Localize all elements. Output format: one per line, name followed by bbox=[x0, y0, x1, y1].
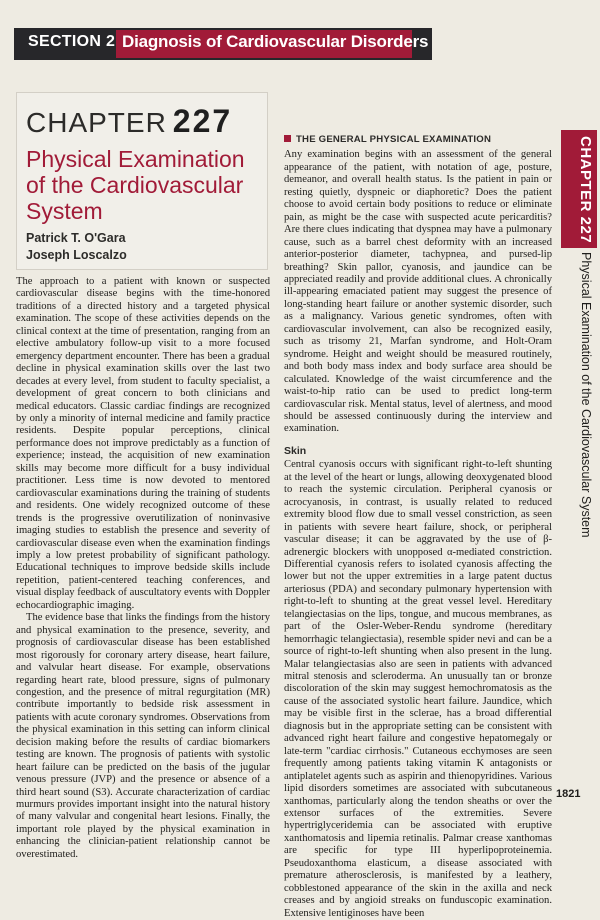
right-text-column bbox=[284, 134, 552, 920]
chapter-heading bbox=[26, 103, 232, 140]
chapter-title: Physical Examination of the Cardiovascular System bbox=[26, 146, 245, 224]
square-bullet-icon bbox=[284, 135, 291, 142]
running-title: Physical Examination of the Cardiovascular System bbox=[579, 252, 593, 538]
chapter-side-tab-label: CHAPTER 227 bbox=[577, 136, 594, 244]
section-title: Diagnosis of Cardiovascular Disorders bbox=[122, 32, 429, 51]
skin-heading: Skin bbox=[284, 444, 307, 457]
general-exam-heading bbox=[284, 134, 552, 146]
intro-paragraph: The approach to a patient with known or suspected cardiovascular disease begins with the time-honored traditions of a directed history and a targeted physical examination. The scope of these activities depends on the clinical context at the time of presentation, ranging from an elective ambulatory follow-up visit to a more focused emergency department encounter. There has been a gradual decline in physical examination skills over the last two decades at every level, from student to faculty specialist, a development of great concern to both clinicians and medical educators. Classic cardiac findings are recognized by only a minority of internal medicine and family practice residents. Despite popular perceptions, clinical performance does not improve predictably as a function of experience; instead, the acquisition of new examination skills may become more difficult for a busy individual practitioner. Less time is now devoted to mentored cardiovascular examinations during the training of students and residents. One widely recognized outcome of these trends is the progressive overutilization of noninvasive imaging studies to establish the presence and severity of cardiovascular disease even when the examination findings imply a low pretest probability of significant pathology. Educational techniques to improve bedside skills include repetition, patient-centered teaching conferences, and visual display feedback of auscultatory events with Doppler echocardiographic imaging. bbox=[16, 276, 270, 611]
author-name: Joseph Loscalzo bbox=[26, 248, 127, 262]
general-exam-heading-text: THE GENERAL PHYSICAL EXAMINATION bbox=[296, 134, 492, 145]
general-exam-paragraph: Any examination begins with an assessment of the general appearance of the patient, with notation of age, posture, demeanor, and overall health status. Is the patient in pain or resting quietly, dyspneic or diaphoretic? Does the patient choose to avoid certain body positions to reduce or eliminate pain, as might be the case with suspected acute pericarditis? Are there clues indicating that dyspnea may have a pulmonary cause, such as a barrel chest deformity with an increased anterior-posterior diameter, tachypnea, and pursed-lip breathing? Skin pallor, cyanosis, and jaundice can be appreciated readily and provide additional clues. A chronically ill-appearing emaciated patient may suggest the presence of long-standing heart failure or another systemic disorder, such as a malignancy. Various genetic syndromes, often with cardiovascular involvement, can also be recognized easily, such as trisomy 21, Marfan syndrome, and Holt-Oram syndrome. Height and weight should be measured routinely, and both body mass index and body surface area should be calculated. Knowledge of the waist circumference and the waist-to-hip ratio can be used to predict long-term cardiovascular risk. Mental status, level of alertness, and mood should be assessed continuously during the interview and examination. bbox=[284, 149, 552, 435]
section-label: SECTION 2 bbox=[28, 33, 116, 50]
chapter-authors bbox=[26, 230, 127, 264]
page-number: 1821 bbox=[556, 788, 581, 800]
author-name: Patrick T. O'Gara bbox=[26, 231, 126, 245]
left-text-column bbox=[16, 276, 270, 861]
skin-paragraph: Central cyanosis occurs with significant right-to-left shunting at the level of the heart or lungs, allowing deoxygenated blood to reach the systemic circulation. Peripheral cyanosis or acrocyanosis, in contrast, is usually related to reduced extremity blood flow due to small vessel constriction, as seen in patients with severe heart failure, shock, or peripheral vascular disease; it can be aggravated by the use of β-adrenergic blockers with unopposed α-mediated constriction. Differential cyanosis refers to isolated cyanosis affecting the lower but not the upper extremities in a large patent ductus arteriosus (PDA) and secondary pulmonary hypertension with right-to-left to shunting at the great vessel level. Hereditary telangiectasias on the lips, tongue, and mucous membranes, as part of the Osler-Weber-Rendu syndrome (hereditary hemorrhagic telangiectasia), resemble spider nevi and can be a source of right-to-left shunting when also present in the lung. Malar telangiectasias also are seen in patients with advanced mitral stenosis and scleroderma. An unusually tan or bronze discoloration of the skin may suggest hemochromatosis as the cause of the associated systolic heart failure. Jaundice, which may be visible first in the sclerae, has a broad differential diagnosis but in the appropriate setting can be consistent with advanced right heart failure and congestive hepatomegaly or late-term "cardiac cirrhosis." Cutaneous ecchymoses are seen frequently among patients taking vitamin K antagonists or antiplatelet agents such as aspirin and thienopyridines. Various lipid disorders sometimes are associated with subcutaneous xanthomas, particularly along the tendon sheaths or over the extensor surfaces of the extremities. Severe hypertriglyceridemia can be associated with eruptive xanthomatosis and lipemia retinalis. Palmar crease xanthomas are specific for type III hyperlipoproteinemia. Pseudoxanthoma elasticum, a disease associated with premature atherosclerosis, is manifested by a leathery, cobblestoned appearance of the skin in the axilla and neck creases and by angioid streaks on funduscopic examination. Extensive lentiginoses have been bbox=[284, 459, 552, 919]
chapter-number: 227 bbox=[172, 103, 233, 139]
evidence-paragraph: The evidence base that links the findings from the history and physical examination to the presence, severity, and prognosis of cardiovascular disease has been established most rigorously for coronary artery disease, heart failure, and valvular heart disease. For example, observations regarding heart rate, blood pressure, signs of pulmonary congestion, and the presence of mitral regurgitation (MR) contribute importantly to bedside risk assessment in patients with acute coronary syndromes. Observations from the physical examination in this setting can inform clinical decision making before the results of cardiac biomarkers testing are known. The prognosis of patients with systolic heart failure can be predicted on the basis of the jugular venous pressure (JVP) and the presence or absence of a third heart sound (S3). Accurate characterization of cardiac murmurs provides important insight into the natural history of many valvular and congenital heart lesions. Finally, the important role played by the physical examination in enhancing the clinician-patient relationship cannot be overestimated. bbox=[16, 612, 270, 860]
chapter-word: CHAPTER bbox=[26, 107, 167, 138]
